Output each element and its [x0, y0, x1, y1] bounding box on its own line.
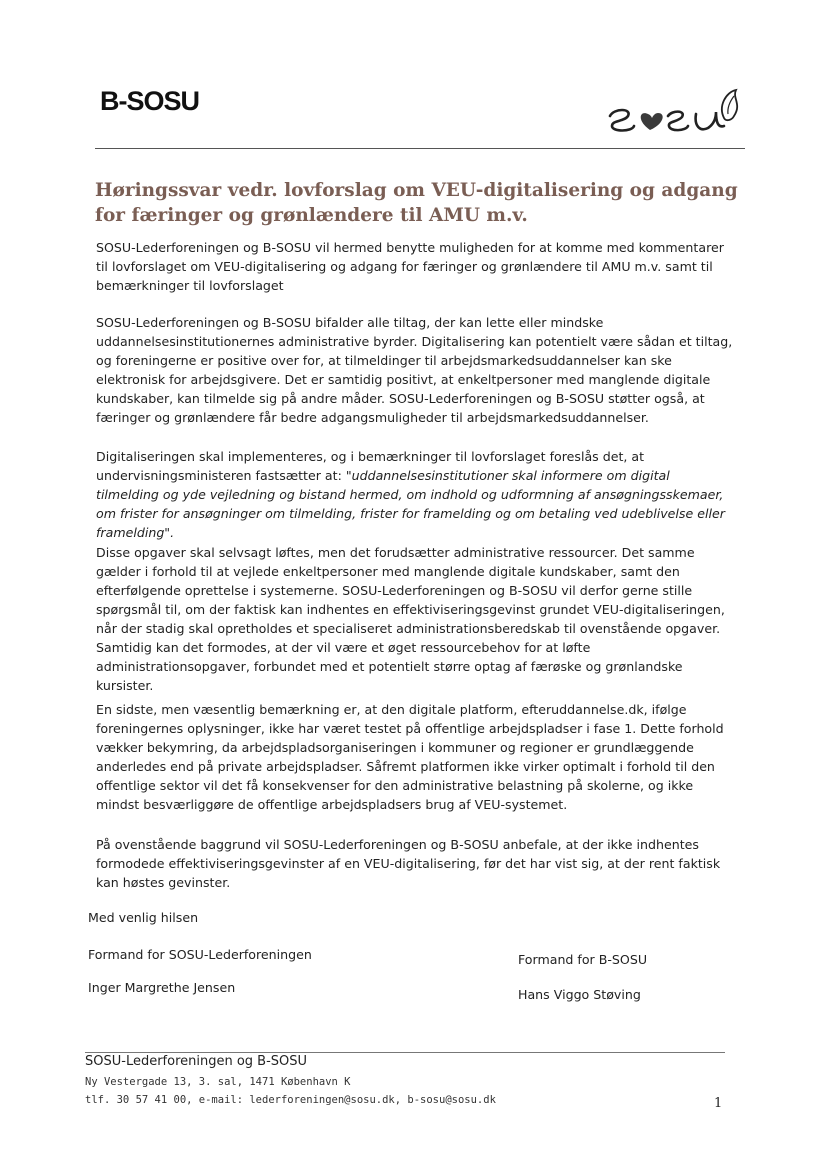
page-number: 1: [714, 1096, 723, 1111]
b-sosu-brand: B-SOSU: [100, 86, 200, 116]
paragraph-platform: En sidste, men væsentlig bemærkning er, at den digitale platform, efteruddannelse.dk, ifølge foreningernes oplysninger, ikke har været testet på offentlige arbejdspladser i fase 1. Dette forhold vækker bekymring, da arbejdspladsorganiseringen i kommuner og regioner er grundlæggende anderledes end på private arbejdspladser. Såfremt platformen ikke virker optimalt i forhold til den offentlige sektor vil det få konsekvenser for den administrative belastning på skolerne, og ikke mindst besværliggøre de offentlige arbejdspladsers brug af VEU-systemet.: [96, 702, 724, 812]
heart-and-flame-logo-icon: [606, 86, 746, 134]
left-signatory-role: Formand for SOSU-Lederforeningen: [88, 947, 312, 962]
footer-organization: SOSU-Lederforeningen og B-SOSU: [85, 1054, 308, 1069]
paragraph-implementation: [96, 447, 736, 542]
right-signatory-role: Formand for B-SOSU: [518, 952, 648, 967]
closing-greeting: Med venlig hilsen: [88, 910, 199, 925]
paragraph-resources: Disse opgaver skal selvsagt løftes, men det forudsætter administrative ressourcer. Det samme gælder i forhold til at vejlede enkeltpersoner med manglende digitale kundskaber, samt den efterfølgende oprettelse i systemerne. SOSU-Lederforeningen og B-SOSU vil derfor gerne stille spørgsmål til, om der faktisk kan indhentes en effektiviseringsgevinst grundet VEU-digitaliseringen, når der stadig skal opretholdes et specialiseret administrationsberedskab til ovenstående opgaver. Samtidig kan det formodes, at der vil være et øget ressourcebehov for at løfte administrationsopgaver, forbundet med et potentielt større optag af færøske og grønlandske kursister.: [96, 545, 725, 693]
footer-contact: tlf. 30 57 41 00, e-mail: lederforeningen@sosu.dk, b-sosu@sosu.dk: [85, 1094, 496, 1106]
footer-address: Ny Vestergade 13, 3. sal, 1471 København K: [85, 1076, 351, 1088]
paragraph-support: SOSU-Lederforeningen og B-SOSU bifalder alle tiltag, der kan lette eller mindske uddannelsesinstitutionernes administrative byrder. Digitalisering kan potentielt være sådan et tiltag, og foreningerne er positive over for, at tilmeldinger til arbejdsmarkedsuddannelser kan ske elektronisk for arbejdsgivere. Det er samtidig positivt, at enkeltpersoner med manglende digitale kundskaber, kan tilmelde sig på andre måder. SOSU-Lederforeningen og B-SOSU støtter også, at færinger og grønlændere får bedre adgangsmuligheder til arbejdsmarkedsuddannelser.: [96, 315, 733, 425]
paragraph-intro: SOSU-Lederforeningen og B-SOSU vil hermed benytte muligheden for at komme med kommentarer til lovforslaget om VEU-digitalisering og adgang for færinger og grønlændere til AMU m.v. samt til bemærkninger til lovforslaget: [96, 240, 724, 293]
header-divider: [95, 148, 745, 149]
sosu-logo: [606, 86, 746, 134]
footer-divider: [85, 1052, 725, 1053]
ministry-quote: "uddannelsesinstitutioner skal informere om digital tilmelding og yde vejledning og bistand hermed, om indhold og udformning af ansøgningsskemaer, om frister for ansøgninger om tilmelding, frister for framelding og om betaling ved udeblivelse eller framelding".: [96, 468, 725, 540]
document-title: Høringssvar vedr. lovforslag om VEU-digitalisering og adgang for færinger og grønlændere til AMU m.v.: [95, 180, 738, 226]
left-signatory-name: Inger Margrethe Jensen: [88, 980, 236, 995]
implementation-intro: Digitaliseringen skal implementeres, og i bemærkninger til lovforslaget foreslås det, at undervisningsministeren fastsætter at:: [96, 449, 645, 483]
right-signatory-name: Hans Viggo Støving: [518, 987, 641, 1002]
paragraph-recommendation: På ovenstående baggrund vil SOSU-Lederforeningen og B-SOSU anbefale, at der ikke indhentes formodede effektiviseringsgevinster af en VEU-digitalisering, før det har vist sig, at der rent faktisk kan høstes gevinster.: [96, 837, 721, 890]
